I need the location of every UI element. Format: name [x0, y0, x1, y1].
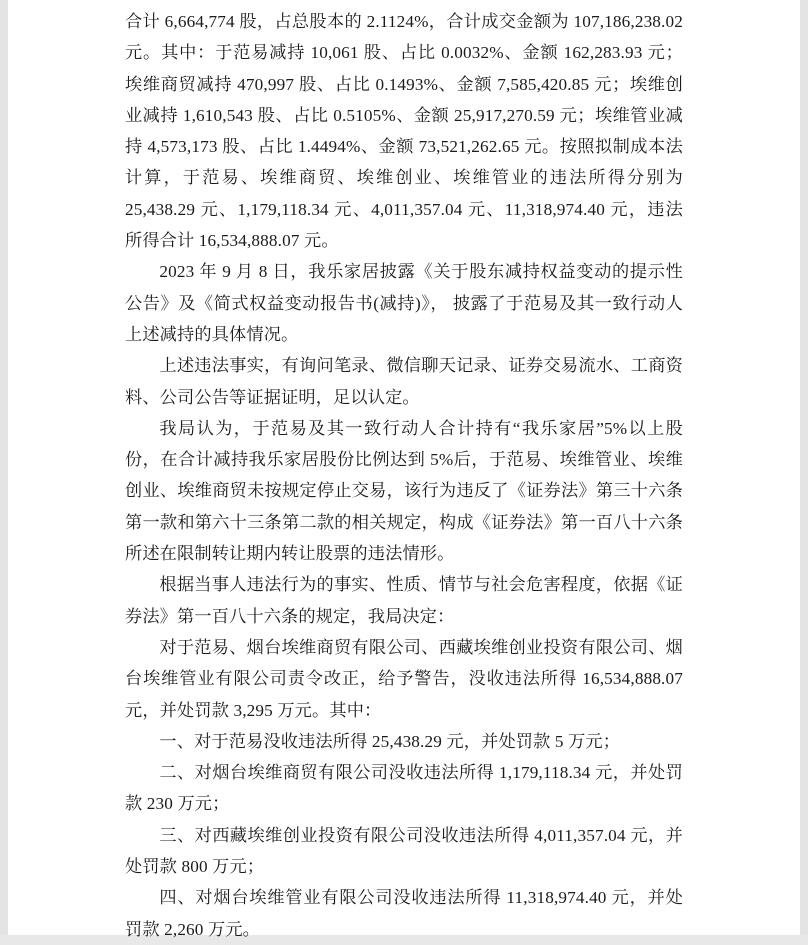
document-body — [125, 6, 683, 945]
paragraph-5: 根据当事人违法行为的事实、性质、情节与社会危害程度，依据《证券法》第一百八十六条的规定，我局决定： — [125, 575, 683, 626]
page-gutter-right — [800, 0, 808, 935]
paragraph-7-item-one: 一、对于范易没收违法所得 25,438.29 元，并处罚款 5 万元； — [159, 731, 621, 751]
paragraph-8-item-two: 二、对烟台埃维商贸有限公司没收违法所得 1,179,118.34 元，并处罚款 230 万元； — [125, 763, 683, 814]
paragraph-3: 上述违法事实，有询问笔录、微信聊天记录、证券交易流水、工商资料、公司公告等证据证明，足以认定。 — [125, 356, 683, 407]
paragraph-4: 我局认为，于范易及其一致行动人合计持有“我乐家居”5%以上股份，在合计减持我乐家居股份比例达到 5%后，于范易、埃维管业、埃维创业、埃维商贸未按规定停止交易，该行为违反了《证券法》第三十六条第一款和第六十三条第二款的相关规定，构成《证券法》第一百八十六条所述在限制转让期内转让股票的违法情形。 — [125, 418, 683, 564]
paragraph-6: 对于范易、烟台埃维商贸有限公司、西藏埃维创业投资有限公司、烟台埃维管业有限公司责令改正，给予警告，没收违法所得 16,534,888.07 元，并处罚款 3,295 万元。其中： — [125, 637, 683, 720]
paragraph-1: 合计 6,664,774 股，占总股本的 2.1124%，合计成交金额为 107,186,238.02 元。其中：于范易减持 10,061 股、占比 0.0032%、金额 162,283.93 元；埃维商贸减持 470,997 股、占比 0.1493%、金额 7,585,420.85 元；埃维创业减持 1,610,543 股、占比 0.5105%、金额 25,917,270.59 元；埃维管业减持 4,573,173 股、占比 1.4494%、金额 73,521,262.65 元。按照拟制成本法计算，于范易、埃维商贸、埃维创业、埃维管业的违法所得分别为 25,438.29 元、1,179,118.34 元、4,011,357.04 元、11,318,974.40 元，违法所得合计 16,534,888.07 元。 — [125, 12, 683, 251]
paragraph-2: 2023 年 9 月 8 日，我乐家居披露《关于股东减持权益变动的提示性公告》及《简式权益变动报告书(减持)》， 披露了于范易及其一致行动人上述减持的具体情况。 — [125, 262, 683, 344]
document-page — [8, 0, 800, 939]
page-gutter-left — [0, 0, 8, 935]
paragraph-10-item-four: 四、对烟台埃维管业有限公司没收违法所得 11,318,974.40 元，并处罚款 2,260 万元。 — [125, 888, 683, 939]
paragraph-9-item-three: 三、对西藏埃维创业投资有限公司没收违法所得 4,011,357.04 元，并处罚款 800 万元； — [125, 825, 683, 877]
